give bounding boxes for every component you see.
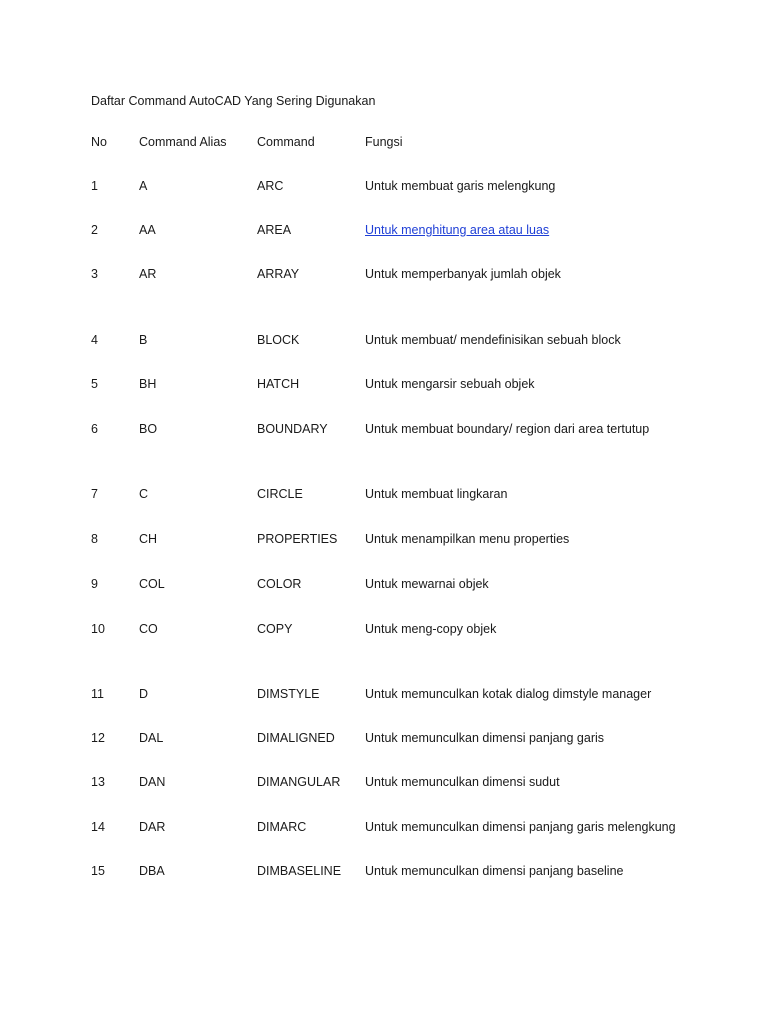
row-command: DIMBASELINE xyxy=(257,864,342,878)
row-command: DIMANGULAR xyxy=(257,775,341,789)
table-row xyxy=(0,773,768,791)
row-fungsi: Untuk memunculkan dimensi panjang garis melengkung xyxy=(365,820,676,834)
row-fungsi: Untuk memunculkan dimensi sudut xyxy=(365,775,560,789)
row-command: ARRAY xyxy=(257,267,300,281)
header-command: Command xyxy=(257,135,315,149)
row-fungsi: Untuk membuat/ mendefinisikan sebuah block xyxy=(365,333,621,347)
table-row xyxy=(0,530,768,548)
row-fungsi: Untuk mewarnai objek xyxy=(365,577,489,591)
row-command: BLOCK xyxy=(257,333,300,347)
table-row xyxy=(0,818,768,836)
row-command: COLOR xyxy=(257,577,302,591)
row-alias: DAL xyxy=(139,731,164,745)
row-alias: DAN xyxy=(139,775,166,789)
row-command: COPY xyxy=(257,622,293,636)
row-no: 2 xyxy=(91,223,98,237)
row-alias: B xyxy=(139,333,148,347)
row-no: 13 xyxy=(91,775,105,789)
header-no: No xyxy=(91,135,107,149)
row-command: AREA xyxy=(257,223,292,237)
row-command: PROPERTIES xyxy=(257,532,338,546)
row-no: 12 xyxy=(91,731,105,745)
row-alias: D xyxy=(139,687,149,701)
row-command: DIMSTYLE xyxy=(257,687,320,701)
row-no: 8 xyxy=(91,532,98,546)
row-no: 11 xyxy=(91,687,104,701)
row-no: 10 xyxy=(91,622,105,636)
row-command: ARC xyxy=(257,179,284,193)
row-no: 7 xyxy=(91,487,98,501)
row-alias: DAR xyxy=(139,820,166,834)
row-alias: AA xyxy=(139,223,156,237)
row-alias: C xyxy=(139,487,149,501)
row-alias: COL xyxy=(139,577,165,591)
table-row xyxy=(0,729,768,747)
row-command: DIMARC xyxy=(257,820,307,834)
row-no: 4 xyxy=(91,333,98,347)
row-command: CIRCLE xyxy=(257,487,303,501)
row-alias: A xyxy=(139,179,148,193)
table-row xyxy=(0,265,768,283)
row-fungsi: Untuk memunculkan dimensi panjang baseline xyxy=(365,864,624,878)
table-header-row xyxy=(0,133,768,151)
row-fungsi: Untuk memperbanyak jumlah objek xyxy=(365,267,561,281)
table-row xyxy=(0,575,768,593)
row-fungsi: Untuk mengarsir sebuah objek xyxy=(365,377,535,391)
row-no: 3 xyxy=(91,267,98,281)
row-alias: CH xyxy=(139,532,158,546)
row-alias: AR xyxy=(139,267,157,281)
row-fungsi: Untuk memunculkan kotak dialog dimstyle manager xyxy=(365,687,652,701)
row-no: 9 xyxy=(91,577,98,591)
row-fungsi: Untuk memunculkan dimensi panjang garis xyxy=(365,731,605,745)
row-alias: BO xyxy=(139,422,158,436)
document-title: Daftar Command AutoCAD Yang Sering Digunakan xyxy=(91,94,376,108)
row-command: DIMALIGNED xyxy=(257,731,335,745)
table-row xyxy=(0,485,768,503)
row-fungsi-link[interactable]: Untuk menghitung area atau luas xyxy=(365,223,550,237)
row-no: 6 xyxy=(91,422,98,436)
table-row xyxy=(0,177,768,195)
row-fungsi: Untuk membuat lingkaran xyxy=(365,487,508,501)
row-fungsi: Untuk menampilkan menu properties xyxy=(365,532,570,546)
row-alias: CO xyxy=(139,622,158,636)
table-row xyxy=(0,375,768,393)
table-row xyxy=(0,862,768,880)
header-command-alias: Command Alias xyxy=(139,135,227,149)
table-row xyxy=(0,420,768,438)
row-command: BOUNDARY xyxy=(257,422,328,436)
table-row xyxy=(0,331,768,349)
row-fungsi: Untuk meng-copy objek xyxy=(365,622,497,636)
header-fungsi: Fungsi xyxy=(365,135,403,149)
row-no: 1 xyxy=(91,179,98,193)
row-no: 15 xyxy=(91,864,105,878)
table-row xyxy=(0,221,768,239)
row-alias: BH xyxy=(139,377,157,391)
row-no: 5 xyxy=(91,377,98,391)
row-fungsi: Untuk membuat garis melengkung xyxy=(365,179,556,193)
table-row xyxy=(0,620,768,638)
row-no: 14 xyxy=(91,820,105,834)
row-alias: DBA xyxy=(139,864,165,878)
row-fungsi: Untuk membuat boundary/ region dari area tertutup xyxy=(365,422,650,436)
table-row xyxy=(0,685,768,703)
row-command: HATCH xyxy=(257,377,300,391)
